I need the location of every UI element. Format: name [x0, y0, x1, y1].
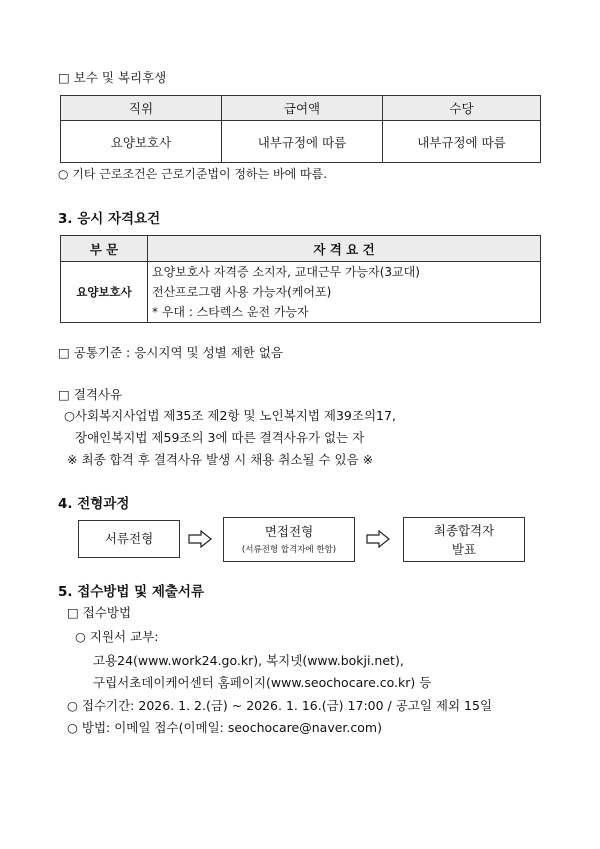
disqualification-note: ※ 최종 합격 후 결격사유 발생 시 채용 취소될 수 있음 ※ [67, 452, 374, 467]
apply-item-form-line: 고용24(www.work24.go.kr), 복지넷(www.bokji.net), [93, 653, 404, 668]
pay-header-allowance: 수당 [383, 96, 541, 121]
qual-req-line: 요양보호사 자격증 소지자, 교대근무 가능자(3교대) [152, 265, 420, 279]
process-step-final [403, 517, 525, 562]
pay-heading: □ 보수 및 복리후생 [58, 70, 167, 85]
qualification-table [60, 235, 541, 323]
arrow-right-icon [366, 530, 390, 548]
apply-item-form: ○ 지원서 교부: [75, 629, 159, 644]
qual-header-req: 자 격 요 건 [148, 236, 541, 262]
apply-subheading: □ 접수방법 [67, 605, 132, 620]
process-heading: 4. 전형과정 [58, 496, 130, 512]
arrow-right-icon [188, 530, 212, 548]
pay-table [60, 95, 541, 163]
qual-header-dept: 부 문 [61, 236, 148, 262]
pay-header-position: 직위 [61, 96, 222, 121]
disqualification-line: 장애인복지법 제59조의 3에 따른 결격사유가 없는 자 [75, 430, 365, 445]
pay-cell-allowance: 내부규정에 따름 [383, 121, 541, 163]
qual-req-line: * 우대 : 스타렉스 운전 가능자 [152, 305, 309, 319]
disqualification-line: ○사회복지사업법 제35조 제2항 및 노인복지법 제39조의17, [64, 408, 396, 423]
process-step-interview-label: 면접전형 [264, 524, 314, 539]
disqualification-heading: □ 결격사유 [58, 387, 123, 402]
qual-req-cell [148, 262, 541, 323]
apply-item-method: ○ 방법: 이메일 접수(이메일: seochocare@naver.com) [67, 720, 382, 735]
apply-heading: 5. 접수방법 및 제출서류 [58, 584, 204, 600]
apply-item-form-line: 구립서초데이케어센터 홈페이지(www.seochocare.co.kr) 등 [93, 675, 432, 690]
process-step-final-label-2: 발표 [451, 542, 477, 557]
pay-cell-position: 요양보호사 [61, 121, 222, 163]
process-step-final-label: 최종합격자 [433, 523, 495, 538]
qual-req-line: 전산프로그램 사용 가능자(케어포) [152, 285, 332, 299]
process-step-interview-note: (서류전형 합격자에 한함) [241, 545, 337, 555]
pay-note: ○ 기타 근로조건은 근로기준법이 정하는 바에 따름. [58, 167, 328, 181]
qualification-heading: 3. 응시 자격요건 [58, 211, 161, 227]
apply-item-period: ○ 접수기간: 2026. 1. 2.(금) ~ 2026. 1. 16.(금) 17:00 / 공고일 제외 15일 [67, 698, 493, 713]
pay-header-salary: 급여액 [222, 96, 383, 121]
process-step-document: 서류전형 [78, 520, 180, 558]
pay-cell-salary: 내부규정에 따름 [222, 121, 383, 163]
qual-dept-cell: 요양보호사 [61, 262, 148, 323]
common-criteria: □ 공통기준 : 응시지역 및 성별 제한 없음 [58, 345, 283, 360]
process-step-interview [223, 517, 355, 562]
